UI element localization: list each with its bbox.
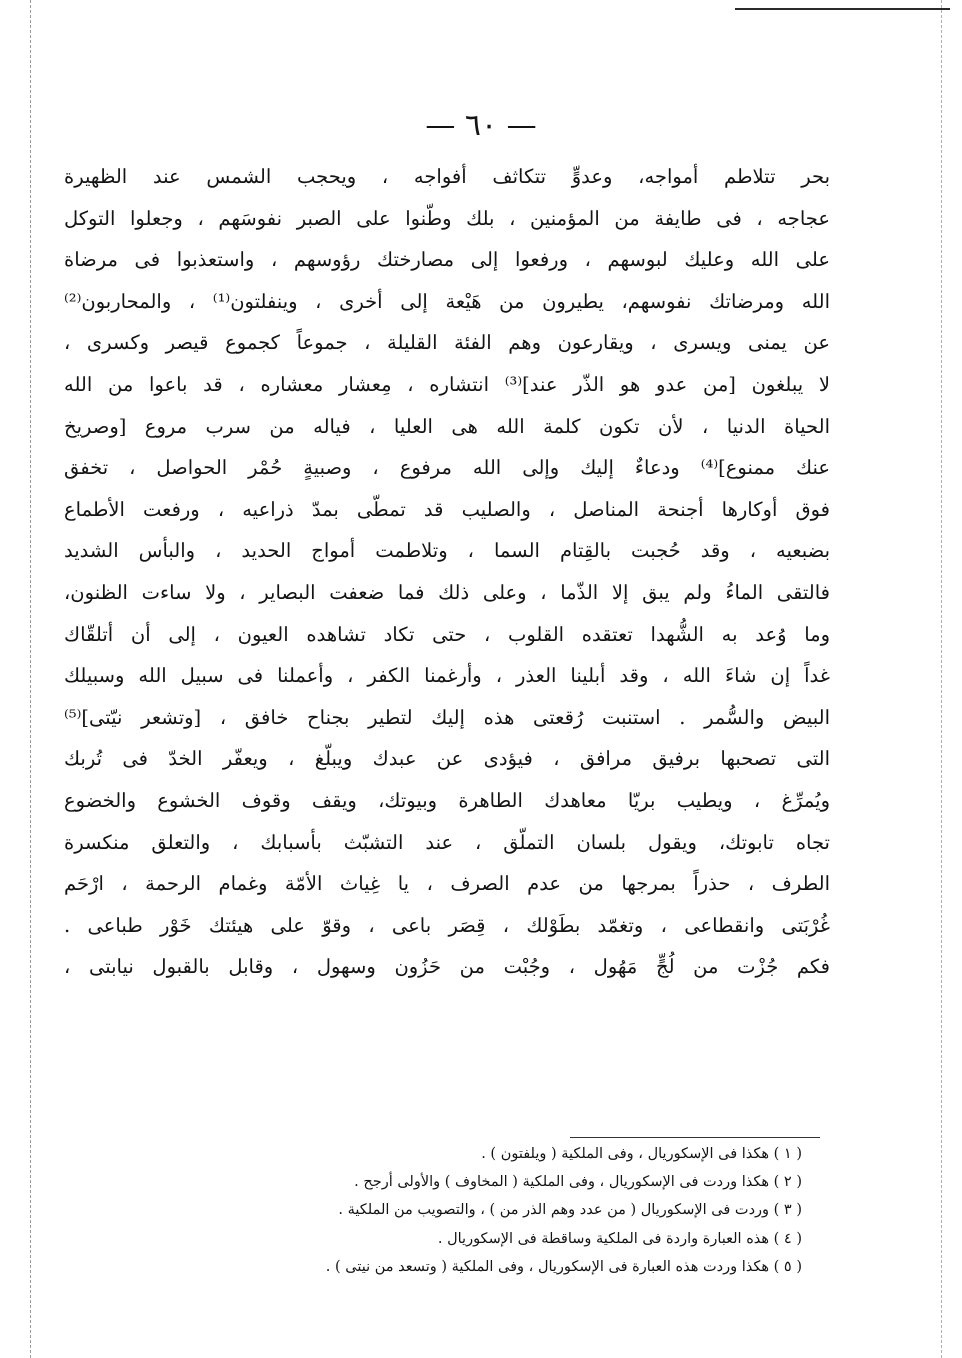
body-line: البيض والسُّمر . استنبت رُقعتى هذه إليك لتطير بجناح خافق ، [وتشعر نيّتى]⁽⁵⁾ bbox=[64, 705, 830, 729]
body-line: تجاه تابوتك، ويقول بلسان التملّق ، عند التشبّث بأسبابك ، والتعلق منكسرة bbox=[64, 830, 830, 854]
body-line: عجاجه ، فى طايفة من المؤمنين ، بلك وطّنوا على الصبر نفوسَهم ، وجعلوا التوكل bbox=[64, 206, 830, 230]
body-line: لا يبلغون [من عدو هو الذّر عند]⁽³⁾ انتشاره ، مِعشار معشاره ، قد باعوا من الله bbox=[64, 372, 830, 396]
footnote-5: ( ٥ ) هكذا وردت هذه العبارة فى الإسكوريال ، وفى الملكية ( وتسعد من نيتى ) . bbox=[325, 1258, 802, 1275]
body-line: الله ومرضاتك نفوسهم، يطيرون من هَيْعة إلى أخرى ، وينفلتون⁽¹⁾ ، والمحاربون⁽²⁾ bbox=[64, 289, 830, 313]
footnote-2: ( ٢ ) هكذا وردت فى الإسكوريال ، وفى الملكية ( المخاوف ) والأولى أرجح . bbox=[354, 1174, 802, 1191]
body-line: بحر تتلاطم أمواجه، وعدوٍّ تتكاثف أفواجه ، ويحجب الشمس عند الظهيرة bbox=[64, 165, 830, 188]
footnote-3: ( ٣ ) وردت فى الإسكوريال ( من عدد وهم الذر من ) ، والتصويب من الملكية . bbox=[338, 1202, 802, 1219]
footnote-separator bbox=[570, 1137, 820, 1138]
body-line: الطرف ، حذراً بمرجها من عدم الصرف ، يا غِياث الأمّة وغمام الرحمة ، ارْحَم bbox=[64, 872, 830, 896]
top-rule bbox=[735, 8, 950, 10]
footnotes bbox=[150, 1140, 802, 1281]
footnote-1: ( ١ ) هكذا فى الإسكوريال ، وفى الملكية ( ويلفتون ) . bbox=[481, 1146, 802, 1162]
scan-edge-left bbox=[30, 0, 31, 1358]
body-line: التى تصحبها برفيق مرافق ، فيؤدى عن عبدك ويبلّغ ، ويعفّر الخدّ فى تُربك bbox=[64, 747, 830, 771]
body-line: غُرْبَتى وانقطاعى ، وتغمّد بطَوْلك ، قِصَر باعى ، وقوّ على هيئتك خَوْر طباعى . bbox=[64, 913, 830, 937]
body-line: الحياة الدنيا ، لأن تكون كلمة الله هى العليا ، فياله من سرب مروع [وصريخ bbox=[64, 414, 830, 438]
body-line: عن يمنى ويسرى ، ويقارعون وهم الفئة القليلة ، جموعاً كجموع قيصر وكسرى ، bbox=[64, 331, 830, 355]
body-text bbox=[64, 156, 830, 988]
body-line: فالتقى الماءُ ولم يبق إلا الذّما ، وعلى ذلك فما ضعفت البصاير ، ولا ساءت الظنون، bbox=[64, 580, 830, 604]
body-line: غداً إن شاءَ الله ، وقد أبلينا العذر ، وأرغمنا الكفر ، وأعملنا فى سبيل الله وسبيلك bbox=[64, 664, 830, 688]
body-line: فوق أوكارها أجنحة المناصل ، والصليب قد تمطّى بمدّ ذراعيه ، ورفعت الأطماع bbox=[64, 497, 830, 521]
body-line: فكم جُزْت من لُجٍّ مَهُول ، وجُبْت من حَزُون وسهول ، وقابل بالقبول نيابتى ، bbox=[64, 955, 830, 979]
footnote-4: ( ٤ ) هذه العبارة واردة فى الملكية وساقطة فى الإسكوريال . bbox=[437, 1230, 802, 1247]
body-line: بضبعيه ، وقد حُجبت بالقِتام السما ، وتلاطمت أمواج الحديد ، والبأس الشديد bbox=[64, 539, 830, 563]
body-line: ويُمرِّغ ، ويطيب بريّا معاهدك الطاهرة وبيوتك، ويقف وقوف الخشوع والخضوع bbox=[64, 788, 830, 812]
page-number: — ٦٠ — bbox=[425, 108, 537, 143]
body-line: وما وُعد به الشُّهدا تعتقده القلوب ، حتى تكاد تشاهده العيون ، إلى أن أتلقّاك bbox=[64, 622, 830, 646]
body-line: على الله وعليك لبوسهم ، ورفعوا إلى مصارختك رؤوسهم ، واستعذبوا فى مرضاة bbox=[64, 248, 830, 272]
body-line: عنك ممنوع]⁽⁴⁾ ودعاءٌ إليك وإلى الله مرفوع ، وصبيةٍ حُمْر الحواصل ، تخفق bbox=[64, 456, 830, 480]
scan-edge-right bbox=[941, 0, 942, 1358]
